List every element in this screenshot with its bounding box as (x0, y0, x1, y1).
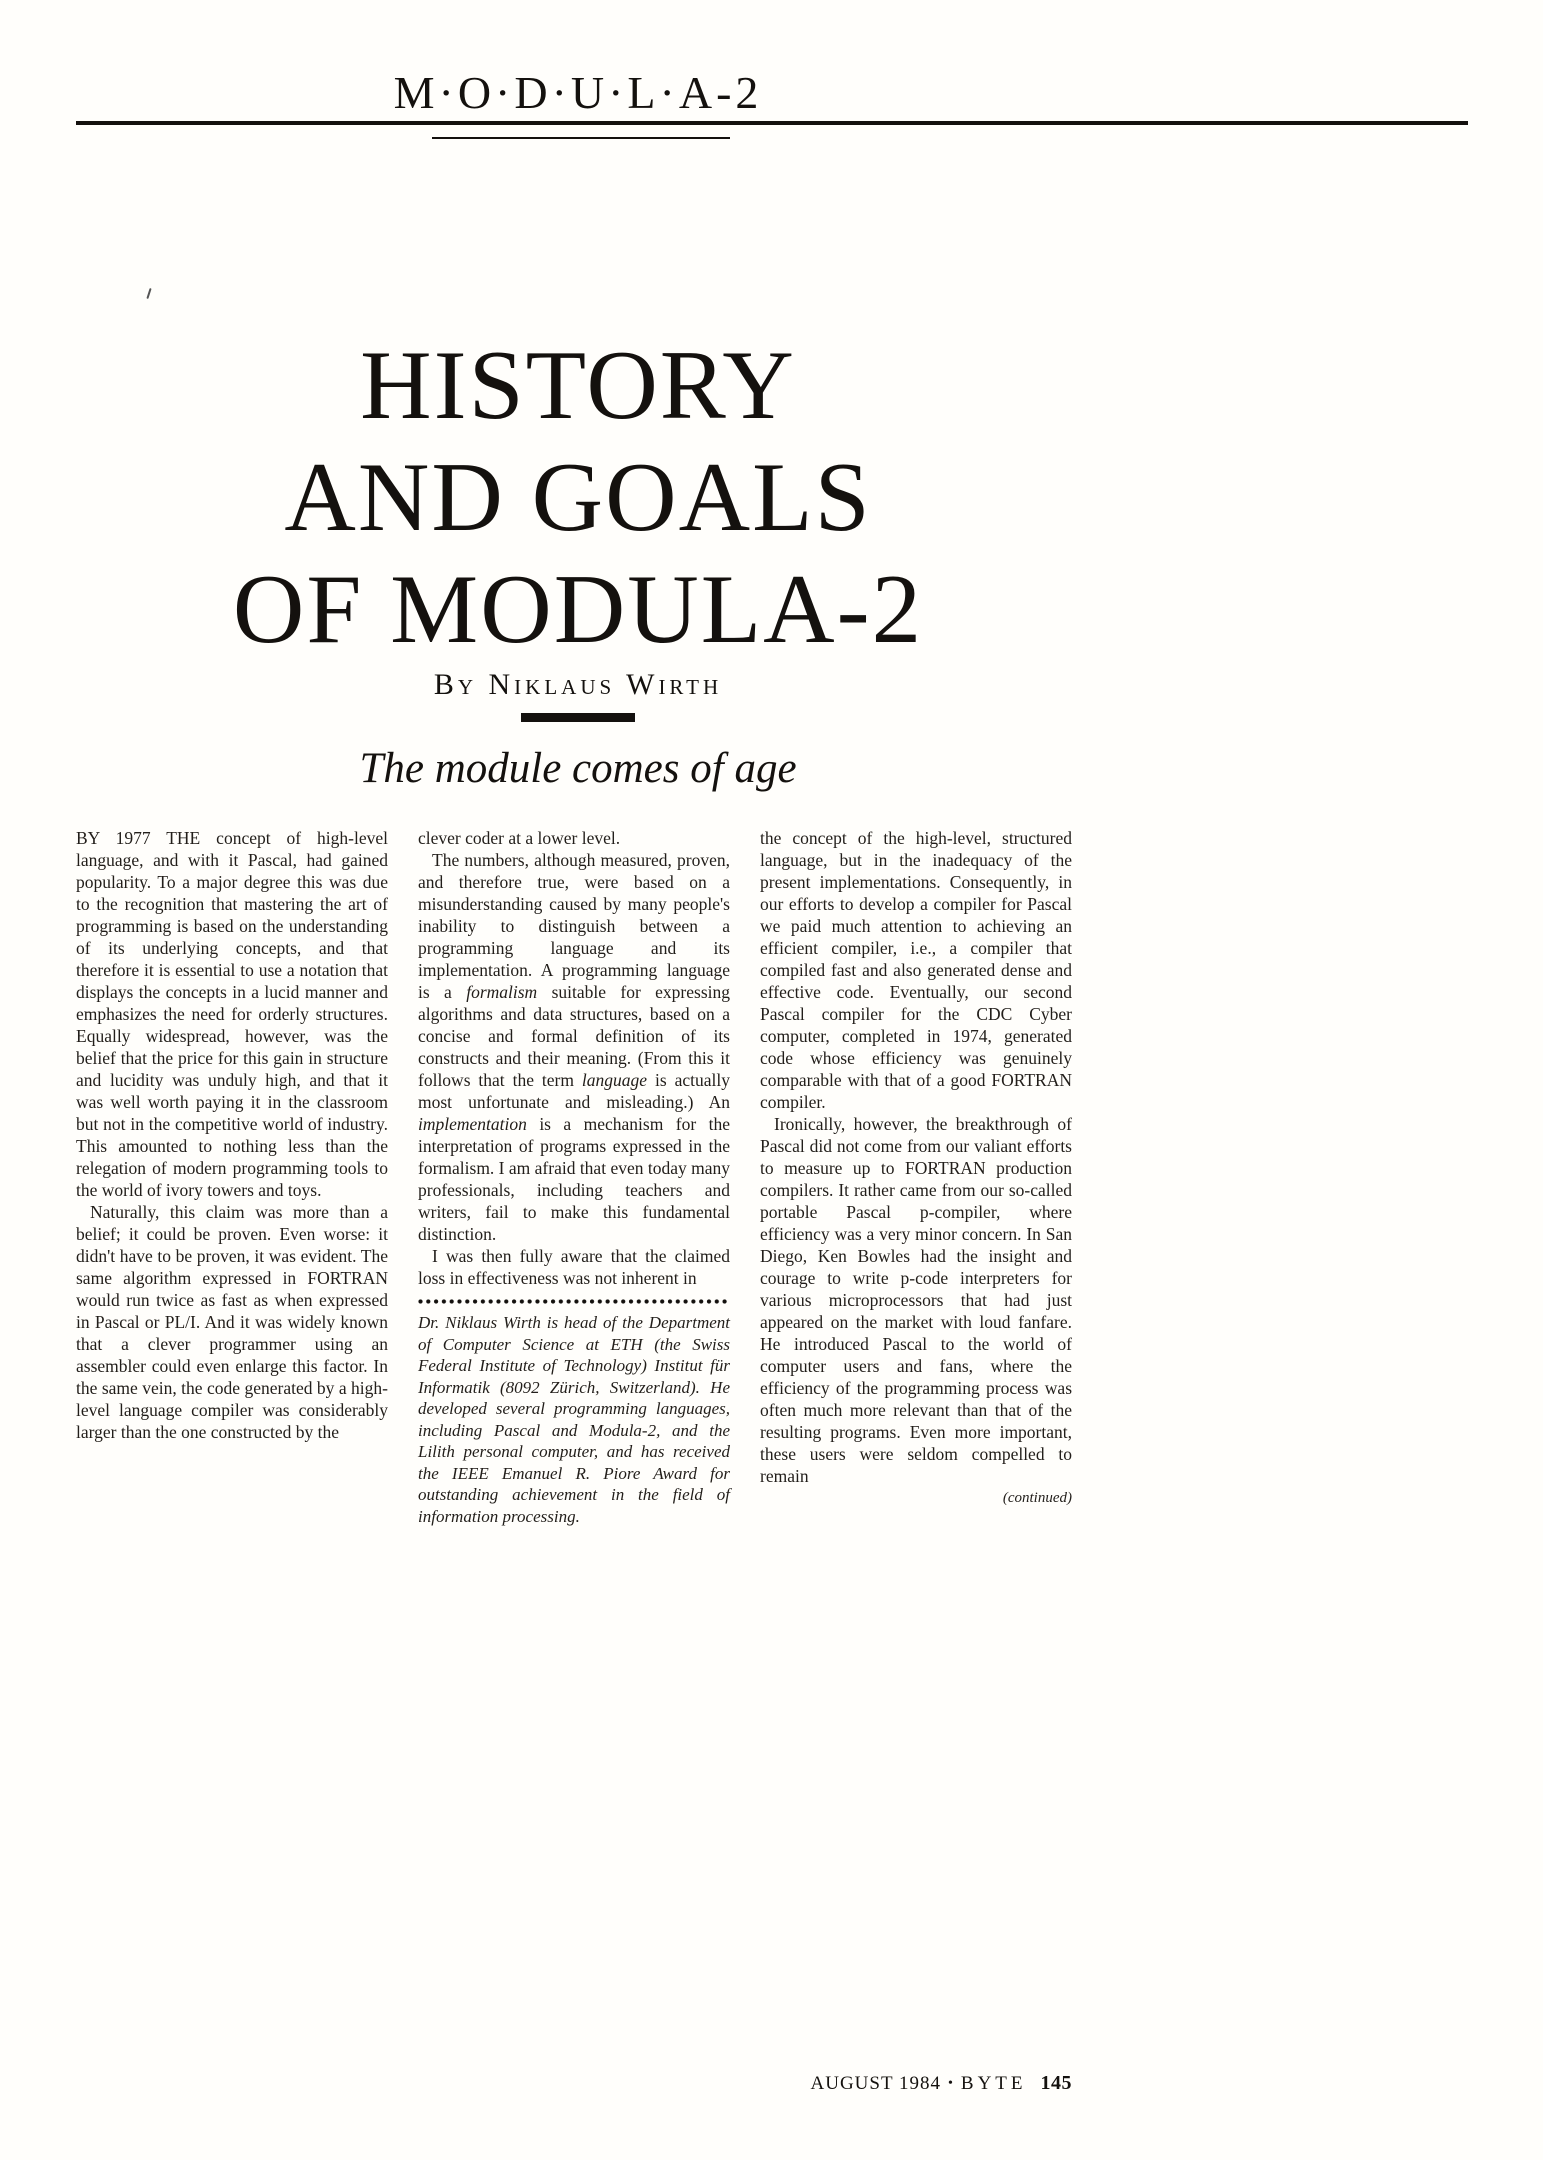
scan-artifact-mark (146, 288, 151, 299)
title-line-3: OF MODULA-2 (232, 555, 924, 664)
paragraph: the concept of the high-level, structured language, but in the inadequacy of the present implementations. Consequently, in our efforts to develop a compiler for Pascal we paid much attention to achieving an efficient compiler, i.e., a compiler that compiled fast and also generated dense and effective code. Eventually, our second Pascal compiler for the CDC Cyber computer, completed in 1974, generated code whose efficiency was genuinely comparable with that of a good FORTRAN compiler. (760, 828, 1072, 1112)
article-title (76, 330, 1080, 666)
paragraph: Naturally, this claim was more than a belief; it could be proven. Even worse: it didn't have to be proven, it was evident. The same algorithm expressed in FORTRAN would run twice as fast as when expressed in Pascal or PL/I. And it was widely known that a clever programmer using an assembler could even enlarge this factor. In the same vein, the code generated by a high-level language compiler was considerably larger than the one constructed by the (76, 1202, 388, 1442)
column-3 (760, 827, 1072, 1527)
title-line-1: HISTORY (360, 331, 796, 440)
author-bio: Dr. Niklaus Wirth is head of the Department of Computer Science at ETH (the Swiss Federal Institute of Technology) Institut für Informatik (8092 Zürich, Switzerland). He developed several programming languages, including Pascal and Modula-2, and the Lilith personal computer, and has received the IEEE Emanuel R. Piore Award for outstanding achievement in the field of information processing. (418, 1313, 730, 1526)
footer-separator: • (947, 2076, 954, 2091)
byline-underline (521, 713, 635, 722)
continued-note: (continued) (1002, 1490, 1072, 1506)
title-line-2: AND GOALS (284, 443, 872, 552)
masthead-rule-long (76, 121, 1468, 125)
paragraph: The numbers, although measured, proven, and therefore true, were based on a misunderstanding caused by many people's inability to distinguish between a programming language and its implementation. A programming language is a formalism suitable for expressing algorithms and data structures, based on a concise and formal definition of its constructs and their meaning. (From this it follows that the term language is actually most unfortunate and misleading.) An implementation is a mechanism for the interpretation of programs expressed in the formalism. I am afraid that even today many professionals, including teachers and writers, fail to make this fundamental distinction. (418, 850, 730, 1244)
page-number: 145 (1040, 2072, 1072, 2094)
paragraph: Ironically, however, the breakthrough of Pascal did not come from our valiant efforts to measure up to FORTRAN production compilers. It rather came from our so-called portable Pascal p-compiler, where efficiency was a very minor concern. In San Diego, Ken Bowles had the insight and courage to write p-code interpreters for various microprocessors that had just appeared on the market with loud fanfare. He introduced Pascal to the world of computer users and fans, where the efficiency of the programming process was often much more relevant than that of the resulting programs. Even more important, these users were seldom compelled to remain (760, 1114, 1072, 1486)
footer-magazine: BYTE (960, 2073, 1027, 2094)
paragraph: clever coder at a lower level. (418, 828, 621, 848)
byline: By Niklaus Wirth (433, 668, 723, 701)
article-subtitle: The module comes of age (359, 745, 797, 792)
section-title: M·O·D·U·L·A-2 (393, 67, 763, 118)
page-footer (76, 2072, 1072, 2095)
masthead-rule-short (432, 137, 730, 139)
paragraph: I was then fully aware that the claimed loss in effectiveness was not inherent in (418, 1246, 730, 1288)
article-body (76, 827, 1072, 1527)
column-1 (76, 827, 388, 1527)
column-2 (418, 827, 730, 1527)
footer-issue: AUGUST 1984 (810, 2073, 941, 2094)
paragraph: BY 1977 THE concept of high-level language, and with it Pascal, had gained popularity. To a major degree this was due to the recognition that mastering the art of programming is based on the understanding of its underlying concepts, and that therefore it is essential to use a notation that displays the concepts in a lucid manner and emphasizes the need for orderly structures. Equally widespread, however, was the belief that the price for this gain in structure and lucidity was unduly high, and that it was well worth paying it in the classroom but not in the competitive world of industry. This amounted to nothing less than the relegation of modern programming tools to the world of ivory towers and toys. (76, 828, 388, 1200)
dotted-separator (418, 1299, 730, 1304)
